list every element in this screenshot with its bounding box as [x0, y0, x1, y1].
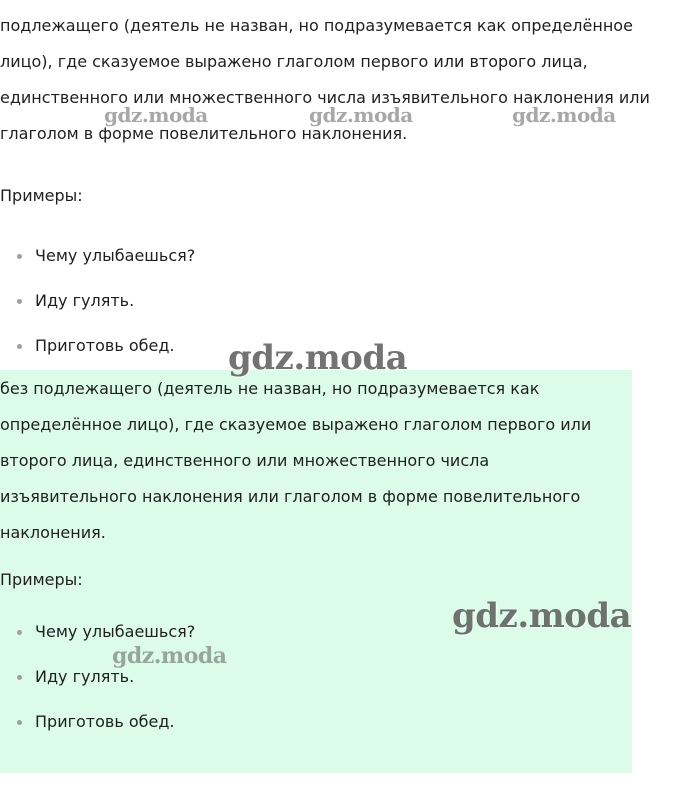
examples-label: Примеры:: [0, 186, 83, 205]
example-text: Приготовь обед.: [35, 712, 175, 731]
watermark-logo: gdz.moda: [112, 643, 227, 669]
bullet-dot-icon: [17, 675, 22, 680]
list-item: [0, 620, 400, 665]
rule-paragraph: подлежащего (деятель не назван, но подразумевается как определённое лицо), где сказуемое выражено глаголом первого или второго лица, единственного или множественного числа изъявительного наклонения или глаголом в форме повелительного наклонения.: [0, 16, 650, 143]
list-item: [0, 289, 670, 334]
watermark-logo: gdz.moda: [104, 103, 208, 127]
top-rule-block: [0, 8, 670, 379]
example-text: Чему улыбаешься?: [35, 622, 196, 641]
example-text: Приготовь обед.: [35, 336, 175, 355]
rule-paragraph: без подлежащего (деятель не назван, но подразумевается как определённое лицо), где сказуемое выражено глаголом первого или второго лица, единственного или множественного числа изъявительного наклонения или глаголом в форме повелительного наклонения.: [0, 379, 592, 542]
example-text: Иду гулять.: [35, 291, 135, 310]
bullet-dot-icon: [17, 254, 22, 259]
watermark-logo: gdz.moda: [309, 103, 413, 127]
bullet-dot-icon: [17, 299, 22, 304]
bullet-dot-icon: [17, 720, 22, 725]
example-text: Иду гулять.: [35, 667, 135, 686]
watermark-logo: gdz.moda: [512, 103, 616, 127]
answer-highlight-block: [0, 370, 632, 773]
list-item: [0, 665, 400, 710]
list-item: [0, 244, 670, 289]
examples-label: Примеры:: [0, 570, 83, 589]
watermark-logo: gdz.moda: [228, 338, 408, 378]
list-item: [0, 710, 400, 755]
example-text: Чему улыбаешься?: [35, 246, 196, 265]
bullet-dot-icon: [17, 344, 22, 349]
examples-list: [0, 620, 400, 755]
watermark-logo: gdz.moda: [452, 596, 632, 636]
bullet-dot-icon: [17, 630, 22, 635]
examples-list: [0, 244, 670, 379]
